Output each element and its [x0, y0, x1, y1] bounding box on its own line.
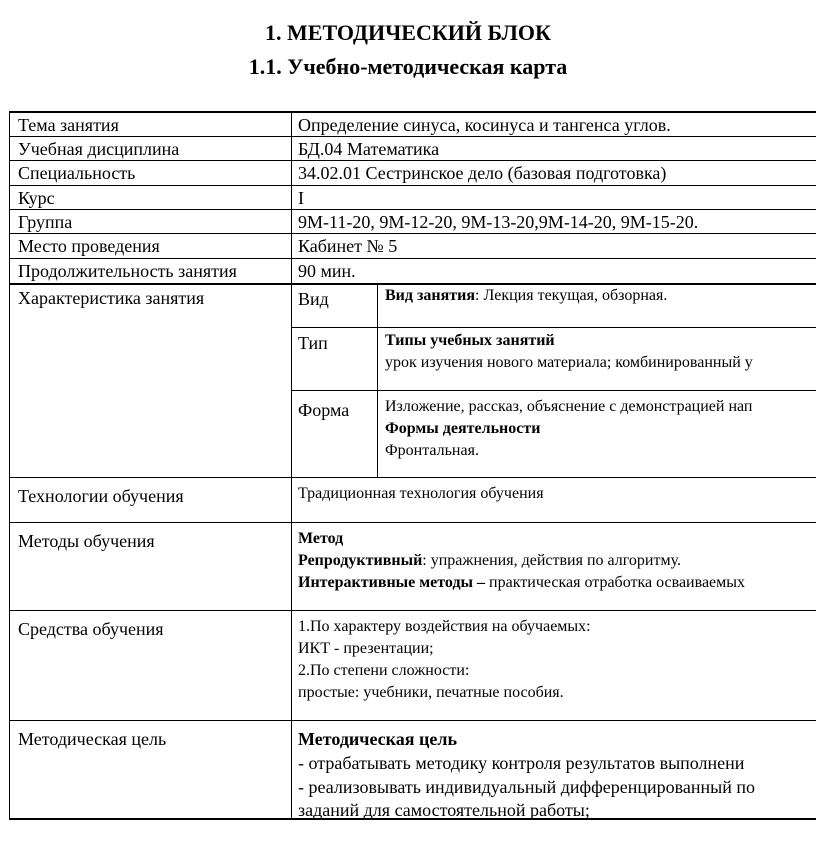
tip-bold: Типы учебных занятий — [385, 332, 555, 349]
vid-bold: Вид занятия — [385, 287, 476, 304]
sub-row-divider — [292, 390, 816, 391]
row-label-methods: Методы обучения — [18, 531, 155, 551]
row-value-course: I — [298, 188, 304, 208]
means-line-1: 1.По характеру воздействия на обучаемых: — [298, 618, 591, 635]
methods-interactive-text: практическая отработка осваиваемых — [485, 574, 746, 591]
row-label-course: Курс — [18, 188, 55, 208]
methods-interactive-bold: Интерактивные методы – — [298, 574, 486, 591]
sub-row-divider — [292, 327, 816, 328]
row-label-topic: Тема занятия — [18, 115, 119, 135]
goal-line-3: заданий для самостоятельной работы; — [298, 800, 590, 820]
row-divider — [9, 185, 816, 186]
sub-label-tip: Тип — [298, 333, 328, 353]
row-divider — [9, 610, 816, 611]
page-title: 1. МЕТОДИЧЕСКИЙ БЛОК — [265, 20, 551, 45]
forma-line-3: Фронтальная. — [385, 442, 479, 459]
methods-title: Метод — [298, 530, 344, 547]
row-value-technologies: Традиционная технология обучения — [298, 485, 544, 502]
row-label-group: Группа — [18, 212, 73, 232]
row-value-group: 9М-11-20, 9М-12-20, 9М-13-20,9М-14-20, 9М-15-20. — [298, 212, 699, 232]
row-value-duration: 90 мин. — [298, 261, 356, 281]
row-divider — [9, 720, 816, 721]
methods-reproductive-bold: Репродуктивный — [298, 552, 423, 569]
forma-line-1: Изложение, рассказ, объяснение с демонстрацией нап — [385, 398, 753, 415]
row-divider — [9, 477, 816, 478]
tip-text: урок изучения нового материала; комбинированный у — [385, 354, 753, 371]
methods-reproductive-text: : упражнения, действия по алгоритму. — [422, 552, 681, 569]
goal-line-2: - реализовывать индивидуальный дифференцированный по — [298, 777, 755, 797]
row-value-topic: Определение синуса, косинуса и тангенса углов. — [298, 115, 671, 135]
table-border-left — [9, 111, 10, 820]
row-label-location: Место проведения — [18, 236, 160, 256]
means-line-2: ИКТ - презентации; — [298, 640, 434, 657]
row-label-specialty: Специальность — [18, 163, 136, 183]
row-label-discipline: Учебная дисциплина — [18, 139, 180, 159]
means-line-4: простые: учебники, печатные пособия. — [298, 684, 564, 701]
row-value-discipline: БД.04 Математика — [298, 139, 440, 159]
methods-reproductive — [298, 550, 681, 572]
column-divider — [291, 111, 292, 820]
forma-bold: Формы деятельности — [385, 420, 541, 437]
means-line-3: 2.По степени сложности: — [298, 662, 470, 679]
sub-label-forma: Форма — [298, 400, 350, 420]
methods-interactive — [298, 572, 745, 594]
sub-label-vid: Вид — [298, 289, 329, 309]
sub-column-divider — [377, 283, 378, 477]
row-label-goal: Методическая цель — [18, 729, 167, 749]
row-value-specialty: 34.02.01 Сестринское дело (базовая подготовка) — [298, 163, 667, 183]
row-label-characteristic: Характеристика занятия — [18, 288, 205, 308]
goal-line-1: - отрабатывать методику контроля результатов выполнени — [298, 753, 745, 773]
row-label-means: Средства обучения — [18, 619, 164, 639]
row-label-duration: Продолжительность занятия — [18, 261, 237, 281]
page-subtitle: 1.1. Учебно-методическая карта — [248, 54, 568, 79]
vid-text: : Лекция текущая, обзорная. — [475, 287, 668, 304]
row-label-technologies: Технологии обучения — [18, 486, 184, 506]
vid-description — [385, 285, 667, 307]
row-value-location: Кабинет № 5 — [298, 236, 398, 256]
goal-title: Методическая цель — [298, 729, 457, 749]
row-divider — [9, 522, 816, 523]
